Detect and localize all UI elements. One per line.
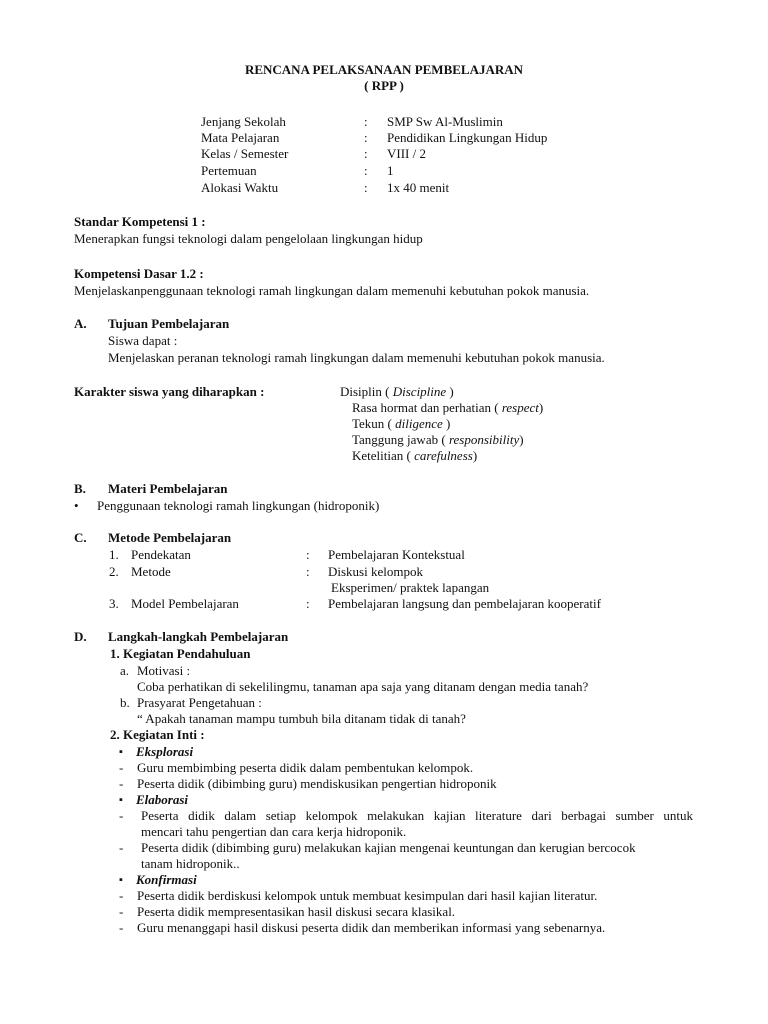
konfirmasi-title: Konfirmasi bbox=[136, 872, 197, 887]
elaborasi-title: Elaborasi bbox=[136, 792, 189, 807]
square-bullet-icon: ▪ bbox=[119, 874, 123, 886]
elaborasi-item-line: mencari tahu pengertian dan cara kerja hidroponik. bbox=[141, 824, 407, 839]
metode-heading: Metode Pembelajaran bbox=[108, 530, 232, 545]
karakter-item: Ketelitian ( carefulness) bbox=[352, 448, 478, 463]
dash-icon: - bbox=[119, 760, 124, 775]
konfirmasi-item: Peserta didik mempresentasikan hasil diskusi secara klasikal. bbox=[137, 904, 456, 919]
inti-heading: 2. Kegiatan Inti : bbox=[110, 727, 205, 742]
metode-num: 2. bbox=[109, 564, 119, 579]
info-sep: : bbox=[364, 130, 368, 145]
karakter-item: Tekun ( diligence ) bbox=[352, 416, 451, 431]
tujuan-intro: Siswa dapat : bbox=[108, 333, 178, 348]
prasyarat-text: “ Apakah tanaman mampu tumbuh bila ditanam tidak di tanah? bbox=[137, 711, 466, 726]
elaborasi-item-line: Peserta didik (dibimbing guru) melakukan kajian mengenai keuntungan dan kerugian bercocok bbox=[141, 840, 636, 855]
square-bullet-icon: ▪ bbox=[119, 794, 123, 806]
metode-sep: : bbox=[306, 596, 310, 611]
document-subtitle: ( RPP ) bbox=[364, 78, 404, 93]
motivasi-title: Motivasi : bbox=[137, 663, 191, 678]
karakter-item: Disiplin ( Discipline ) bbox=[340, 384, 454, 399]
materi-heading: Materi Pembelajaran bbox=[108, 481, 228, 496]
metode-value: Pembelajaran Kontekstual bbox=[328, 547, 465, 562]
metode-label: Metode bbox=[131, 564, 171, 579]
pendahuluan-heading: 1. Kegiatan Pendahuluan bbox=[110, 646, 251, 661]
list-letter: a. bbox=[120, 663, 130, 678]
square-bullet-icon: ▪ bbox=[119, 746, 123, 758]
dash-icon: - bbox=[119, 808, 124, 823]
metode-num: 1. bbox=[109, 547, 119, 562]
info-value-mapel: Pendidikan Lingkungan Hidup bbox=[387, 130, 548, 145]
document-title: RENCANA PELAKSANAAN PEMBELAJARAN bbox=[244, 62, 524, 77]
konfirmasi-item: Guru menanggapi hasil diskusi peserta didik dan memberikan informasi yang sebenarnya. bbox=[137, 920, 606, 935]
section-letter-d: D. bbox=[74, 629, 87, 644]
kompetensi-text: Menjelaskanpenggunaan teknologi ramah lingkungan dalam memenuhi kebutuhan pokok manusia. bbox=[74, 283, 590, 298]
standar-heading: Standar Kompetensi 1 : bbox=[74, 214, 206, 229]
dash-icon: - bbox=[119, 920, 124, 935]
metode-value: Eksperimen/ praktek lapangan bbox=[331, 580, 490, 595]
karakter-item: Rasa hormat dan perhatian ( respect) bbox=[352, 400, 544, 415]
motivasi-text: Coba perhatikan di sekelilingmu, tanaman apa saja yang ditanam dengan media tanah? bbox=[137, 679, 589, 694]
tujuan-heading: Tujuan Pembelajaran bbox=[108, 316, 230, 331]
info-sep: : bbox=[364, 163, 368, 178]
info-sep: : bbox=[364, 114, 368, 129]
info-value-kelas: VIII / 2 bbox=[387, 146, 426, 161]
info-label-kelas: Kelas / Semester bbox=[201, 146, 289, 161]
metode-sep: : bbox=[306, 564, 310, 579]
info-value-jenjang: SMP Sw Al-Muslimin bbox=[387, 114, 503, 129]
karakter-heading: Karakter siswa yang diharapkan : bbox=[74, 384, 265, 399]
dash-icon: - bbox=[119, 840, 124, 855]
info-sep: : bbox=[364, 146, 368, 161]
section-letter-c: C. bbox=[74, 530, 87, 545]
info-value-alokasi: 1x 40 menit bbox=[387, 180, 450, 195]
eksplorasi-item: Guru membimbing peserta didik dalam pembentukan kelompok. bbox=[137, 760, 474, 775]
metode-value: Diskusi kelompok bbox=[328, 564, 423, 579]
materi-item: Penggunaan teknologi ramah lingkungan (hidroponik) bbox=[97, 498, 380, 513]
elaborasi-item-line: tanam hidroponik.. bbox=[141, 856, 240, 871]
info-sep: : bbox=[364, 180, 368, 195]
metode-sep: : bbox=[306, 547, 310, 562]
dash-icon: - bbox=[119, 776, 124, 791]
metode-label: Model Pembelajaran bbox=[131, 596, 239, 611]
info-label-mapel: Mata Pelajaran bbox=[201, 130, 280, 145]
eksplorasi-title: Eksplorasi bbox=[136, 744, 194, 759]
list-letter: b. bbox=[120, 695, 130, 710]
langkah-heading: Langkah-langkah Pembelajaran bbox=[108, 629, 289, 644]
info-value-pertemuan: 1 bbox=[387, 163, 394, 178]
dash-icon: - bbox=[119, 888, 124, 903]
tujuan-text: Menjelaskan peranan teknologi ramah lingkungan dalam memenuhi kebutuhan pokok manusia. bbox=[108, 350, 605, 365]
bullet-icon: • bbox=[74, 498, 79, 513]
metode-num: 3. bbox=[109, 596, 119, 611]
kompetensi-heading: Kompetensi Dasar 1.2 : bbox=[74, 266, 204, 281]
metode-label: Pendekatan bbox=[131, 547, 191, 562]
eksplorasi-item: Peserta didik (dibimbing guru) mendiskusikan pengertian hidroponik bbox=[137, 776, 497, 791]
karakter-item: Tanggung jawab ( responsibility) bbox=[352, 432, 524, 447]
prasyarat-title: Prasyarat Pengetahuan : bbox=[137, 695, 262, 710]
info-label-alokasi: Alokasi Waktu bbox=[201, 180, 279, 195]
dash-icon: - bbox=[119, 904, 124, 919]
konfirmasi-item: Peserta didik berdiskusi kelompok untuk membuat kesimpulan dari hasil kajian literatur. bbox=[137, 888, 598, 903]
elaborasi-item-line: Peserta didik dalam setiap kelompok melakukan kajian literature dari berbagai sumber untuk bbox=[141, 808, 693, 823]
info-label-pertemuan: Pertemuan bbox=[201, 163, 257, 178]
standar-text: Menerapkan fungsi teknologi dalam pengelolaan lingkungan hidup bbox=[74, 231, 423, 246]
info-label-jenjang: Jenjang Sekolah bbox=[201, 114, 286, 129]
section-letter-a: A. bbox=[74, 316, 87, 331]
metode-value: Pembelajaran langsung dan pembelajaran kooperatif bbox=[328, 596, 601, 611]
section-letter-b: B. bbox=[74, 481, 86, 496]
